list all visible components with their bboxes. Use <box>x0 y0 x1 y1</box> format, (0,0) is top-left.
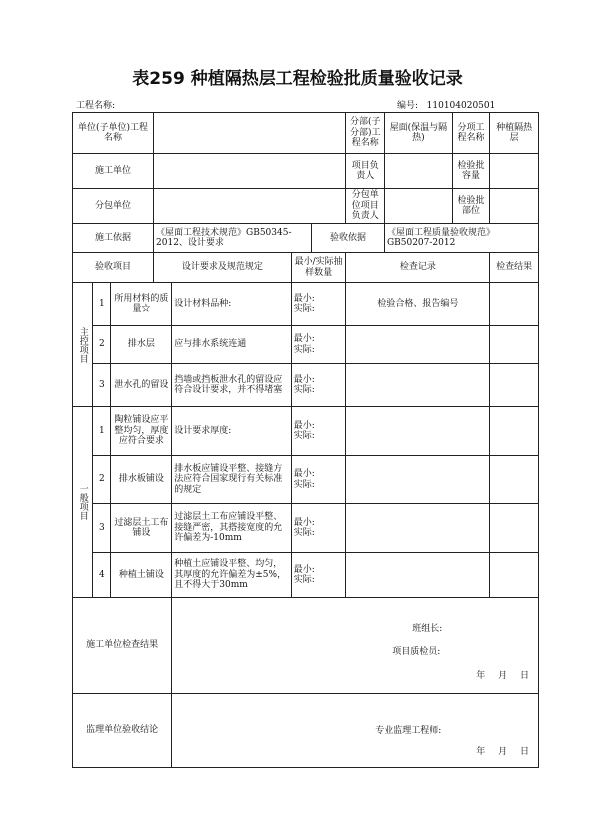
actual-label: 实际: <box>293 528 315 538</box>
subdivision-label: 分部(子分部)工程名称 <box>346 113 384 154</box>
min-label: 最小: <box>293 420 315 431</box>
code-field <box>397 98 495 111</box>
actual-label: 实际: <box>293 575 315 585</box>
item-project-value: 种植隔热层 <box>490 113 539 154</box>
sample-cell[interactable] <box>291 504 346 553</box>
item-no: 4 <box>93 553 111 598</box>
subdivision-value: 屋面(保温与隔热) <box>384 113 452 154</box>
engineer-label: 专业监理工程师: <box>375 726 442 736</box>
actual-label: 实际: <box>293 344 315 355</box>
item-result[interactable] <box>490 326 539 364</box>
item-record[interactable] <box>346 553 490 598</box>
item-requirement: 应与排水系统连通 <box>172 326 292 364</box>
unit-project-label: 单位(子单位)工程名称 <box>73 113 154 154</box>
day-label: 日 <box>519 671 529 681</box>
item-name: 过滤层土工布铺设 <box>111 504 172 553</box>
table-row <box>73 504 539 553</box>
sample-cell[interactable] <box>291 283 346 326</box>
supervision-label: 监理单位验收结论 <box>73 694 172 768</box>
construction-check-label: 施工单位检查结果 <box>73 598 172 694</box>
item-record[interactable] <box>346 364 490 407</box>
batch-capacity-value[interactable] <box>490 154 539 189</box>
item-record[interactable] <box>346 326 490 364</box>
item-name: 种植土铺设 <box>111 553 172 598</box>
batch-location-label: 检验批部位 <box>452 189 489 224</box>
item-result[interactable] <box>490 504 539 553</box>
item-requirement: 设计材料品种: <box>172 283 292 326</box>
table-row <box>73 364 539 407</box>
item-record[interactable] <box>346 456 490 504</box>
table-row <box>73 283 539 326</box>
table-row <box>73 553 539 598</box>
min-label: 最小: <box>293 374 315 385</box>
col-requirement-header: 设计要求及规范规定 <box>154 253 292 283</box>
col-sample-header: 最小/实际抽样数量 <box>291 253 346 283</box>
item-name: 排水板铺设 <box>111 456 172 504</box>
unit-project-value[interactable] <box>154 113 346 154</box>
table-row <box>73 456 539 504</box>
construction-basis-value: 《屋面工程技术规范》GB50345-2012、设计要求 <box>154 224 312 253</box>
item-result[interactable] <box>490 283 539 326</box>
sample-cell[interactable] <box>291 407 346 456</box>
project-name-label: 工程名称: <box>76 101 116 111</box>
batch-location-value[interactable] <box>490 189 539 224</box>
min-label: 最小: <box>293 293 315 304</box>
actual-label: 实际: <box>293 431 315 441</box>
month-label: 月 <box>498 671 508 681</box>
project-manager-value[interactable] <box>384 154 452 189</box>
sub-manager-label: 分包单位项目负责人 <box>346 189 384 224</box>
construction-basis-label: 施工依据 <box>73 224 154 253</box>
sub-manager-value[interactable] <box>384 189 452 224</box>
batch-capacity-label: 检验批容量 <box>452 154 489 189</box>
project-manager-label: 项目负责人 <box>346 154 384 189</box>
item-result[interactable] <box>490 553 539 598</box>
subcontractor-value[interactable] <box>154 189 346 224</box>
item-no: 2 <box>93 326 111 364</box>
item-no: 1 <box>93 407 111 456</box>
col-result-header: 检查结果 <box>490 253 539 283</box>
inspection-record-table <box>72 112 539 768</box>
acceptance-basis-value: 《屋面工程质量验收规范》GB50207-2012 <box>384 224 538 253</box>
contractor-value[interactable] <box>154 154 346 189</box>
inspector-label: 项目质检员: <box>392 647 441 657</box>
actual-label: 实际: <box>293 479 315 490</box>
general-label: 一般项目 <box>73 407 93 598</box>
item-no: 1 <box>93 283 111 326</box>
table-row <box>73 407 539 456</box>
date-line <box>466 671 529 681</box>
item-requirement: 种植土应铺设平整、均匀，其厚度的允许偏差为±5%，且不得大于30mm <box>172 553 292 598</box>
col-item-header: 验收项目 <box>73 253 154 283</box>
construction-check-cell[interactable] <box>172 598 539 694</box>
item-name: 所用材料的质量☆ <box>111 283 172 326</box>
item-record[interactable] <box>346 504 490 553</box>
day-label: 日 <box>519 747 529 757</box>
item-requirement: 设计要求厚度: <box>172 407 292 456</box>
item-no: 3 <box>93 364 111 407</box>
item-result[interactable] <box>490 456 539 504</box>
min-label: 最小: <box>293 334 315 345</box>
month-label: 月 <box>498 747 508 757</box>
sample-cell[interactable] <box>291 456 346 504</box>
table-row <box>73 326 539 364</box>
item-name: 排水层 <box>111 326 172 364</box>
item-requirement: 过滤层土工布应铺设平整、接缝严密，其搭接宽度的允许偏差为-10mm <box>172 504 292 553</box>
item-no: 3 <box>93 504 111 553</box>
min-label: 最小: <box>293 564 315 575</box>
item-requirement: 挡墙或挡板泄水孔的留设应符合设计要求，并不得堵塞 <box>172 364 292 407</box>
item-no: 2 <box>93 456 111 504</box>
sample-cell[interactable] <box>291 553 346 598</box>
year-label: 年 <box>476 671 486 681</box>
sample-cell[interactable] <box>291 364 346 407</box>
col-record-header: 检查记录 <box>346 253 490 283</box>
item-record[interactable] <box>346 407 490 456</box>
sample-cell[interactable] <box>291 326 346 364</box>
team-leader-label: 班组长: <box>412 624 443 634</box>
item-name: 泄水孔的留设 <box>111 364 172 407</box>
item-project-label: 分项工程名称 <box>452 113 489 154</box>
item-result[interactable] <box>490 364 539 407</box>
actual-label: 实际: <box>293 385 315 395</box>
item-name: 陶粒铺设应平整均匀，厚度应符合要求 <box>111 407 172 456</box>
item-record[interactable]: 检验合格、报告编号 <box>346 283 490 326</box>
code-value: 110104020501 <box>426 101 496 111</box>
contractor-label: 施工单位 <box>73 154 154 189</box>
item-requirement: 排水板应铺设平整、接缝方法应符合国家现行有关标准的规定 <box>172 456 292 504</box>
actual-label: 实际: <box>293 304 315 314</box>
item-result[interactable] <box>490 407 539 456</box>
subcontractor-label: 分包单位 <box>73 189 154 224</box>
date-line <box>466 747 529 757</box>
main-control-label: 主控项目 <box>73 283 93 407</box>
acceptance-basis-label: 验收依据 <box>312 224 385 253</box>
year-label: 年 <box>476 747 486 757</box>
code-label: 编号: <box>397 101 419 111</box>
min-label: 最小: <box>293 469 315 480</box>
supervision-cell[interactable] <box>172 694 539 768</box>
page-title: 表259 种植隔热层工程检验批质量验收记录 <box>132 69 463 89</box>
min-label: 最小: <box>293 517 315 528</box>
